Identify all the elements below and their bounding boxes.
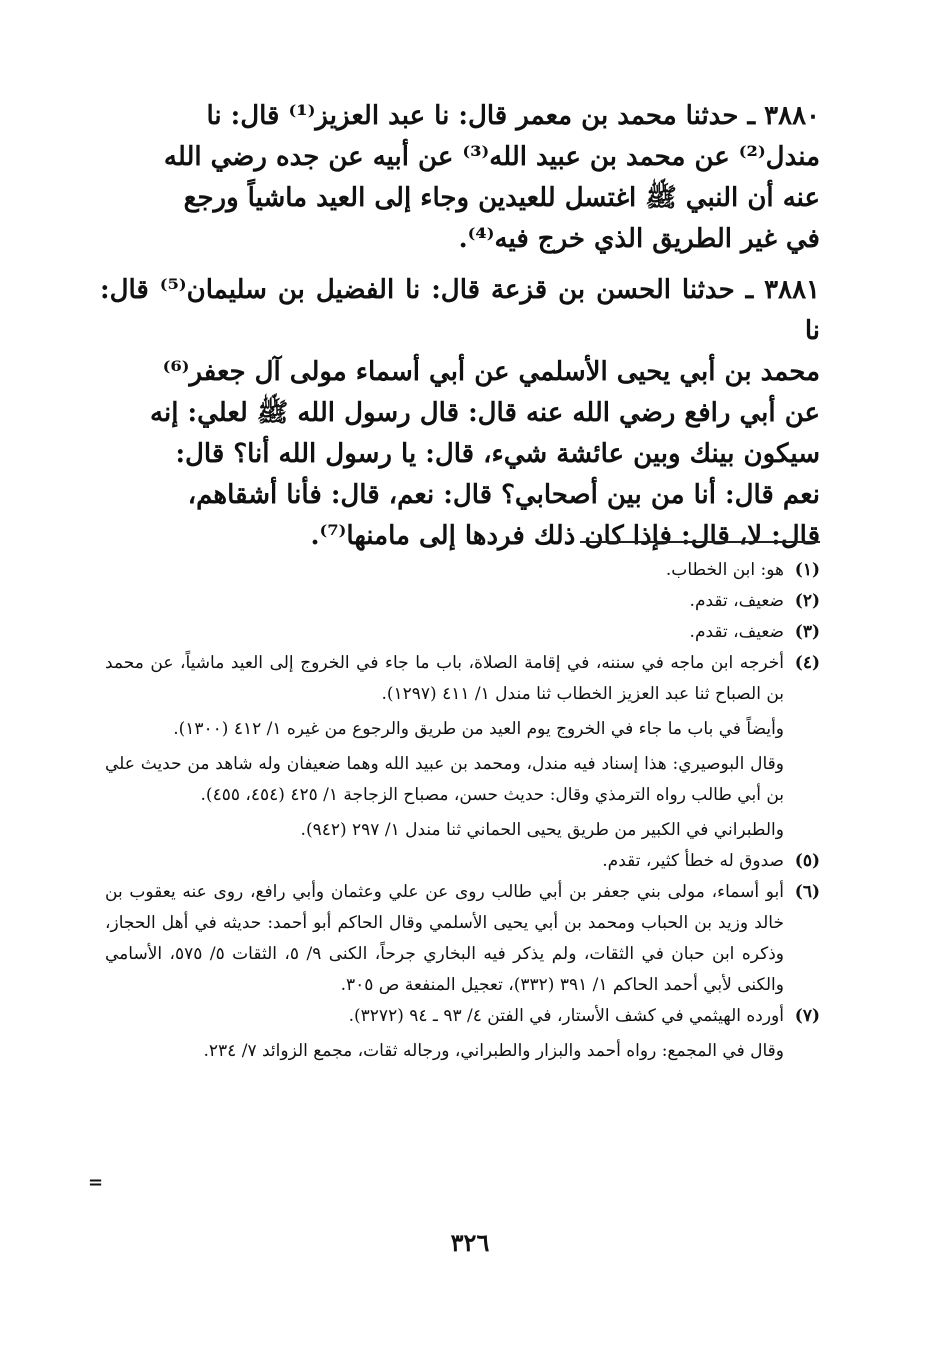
hadith-line: في غير الطريق الذي خرج فيه⁽⁴⁾.: [458, 224, 820, 254]
footnote-text: أبو أسماء، مولى بني جعفر بن أبي طالب روى عن علي وعثمان وأبي رافع، روى عنه يعقوب بن خالد وزيد بن الحباب ومحمد بن أبي يحيى الأسلمي وقال الحاكم أبو أحمد: حديثه في أهل الحجاز، وذكره ابن حبان في الثقات، ولم يذكر فيه البخاري جرحاً، الكنى ٩/ ٥، الثقات ٥/ ٥٧٥، الأسامي والكنى لأبي أحمد الحاكم ١/ ٣٩١ (٣٣٢)، تعجيل المنفعة ص ٣٠٥.: [105, 882, 784, 995]
footnote-text: أورده الهيثمي في كشف الأستار، في الفتن ٤/ ٩٣ ـ ٩٤ (٣٢٧٢).: [348, 1006, 784, 1026]
hadith-number: ٣٨٨١ ـ: [745, 275, 820, 305]
footnote-mark: (٥): [794, 851, 820, 871]
footnote-text: وقال البوصيري: هذا إسناد فيه مندل، ومحمد بن عبيد الله وهما ضعيفان وله شاهد من حديث علي بن أبي طالب رواه الترمذي وقال: حديث حسن، مصباح الزجاجة ١/ ٤٢٥ (٤٥٤، ٤٥٥).: [105, 754, 784, 805]
hadith-line: سيكون بينك وبين عائشة شيء، قال: يا رسول الله أنا؟ قال:: [175, 439, 820, 469]
page-number: ٣٢٦: [450, 1228, 490, 1257]
footnote-text: وقال في المجمع: رواه أحمد والبزار والطبراني، ورجاله ثقات، مجمع الزوائد ٧/ ٢٣٤.: [203, 1041, 784, 1061]
footnote-text: ضعيف، تقدم.: [689, 622, 784, 642]
footnote-mark: (٧): [794, 1006, 820, 1026]
hadith-line: ٣٨٨١ ـ حدثنا الحسن بن قزعة قال: نا الفضيل بن سليمان⁽⁵⁾ قال: نا: [100, 275, 820, 346]
footnote-separator: [580, 541, 820, 543]
footnote-1: [105, 555, 820, 586]
footnote-text: هو: ابن الخطاب.: [665, 560, 784, 580]
hadith-line: محمد بن أبي يحيى الأسلمي عن أبي أسماء مولى آل جعفر⁽⁶⁾: [162, 357, 820, 387]
footnote-2: [105, 586, 820, 617]
hadith-line: قال: لا، قال: فإذا كان ذلك فردها إلى مامنها⁽⁷⁾.: [310, 521, 820, 551]
hadith-line: عن أبي رافع رضي الله عنه قال: قال رسول الله ﷺ لعلي: إنه: [150, 398, 820, 428]
hadith-line: ٣٨٨٠ ـ حدثنا محمد بن معمر قال: نا عبد العزيز⁽¹⁾ قال: نا: [206, 101, 820, 131]
footnote-6: [105, 877, 820, 1001]
footnote-text: صدوق له خطأ كثير، تقدم.: [602, 851, 784, 871]
hadith-3880: [100, 96, 820, 260]
hadith-line: عنه أن النبي ﷺ اغتسل للعيدين وجاء إلى العيد ماشياً ورجع: [183, 183, 820, 213]
hadith-3881: [100, 270, 820, 557]
footnote-text: أخرجه ابن ماجه في سننه، في إقامة الصلاة، باب ما جاء في الخروج إلى العيد ماشياً، عن محمد بن الصباح ثنا عبد العزيز الخطاب ثنا مندل ١/ ٤١١ (١٢٩٧).: [105, 653, 784, 704]
hadith-line: نعم قال: أنا من بين أصحابي؟ قال: نعم، قال: فأنا أشقاهم،: [187, 480, 820, 510]
footnote-text: ضعيف، تقدم.: [689, 591, 784, 611]
footnote-mark: (١): [794, 560, 820, 580]
footnote-text: وأيضاً في باب ما جاء في الخروج يوم العيد من طريق والرجوع من غيره ١/ ٤١٢ (١٣٠٠).: [173, 719, 784, 739]
footnote-mark: (٢): [794, 591, 820, 611]
footnote-mark: (٤): [794, 653, 820, 673]
footnote-4: [105, 648, 820, 846]
footnote-text: والطبراني في الكبير من طريق يحيى الحماني ثنا مندل ١/ ٢٩٧ (٩٤٢).: [300, 820, 784, 840]
footnote-3: [105, 617, 820, 648]
continuation-mark: =: [88, 1172, 104, 1193]
footnote-7: [105, 1001, 820, 1067]
hadith-line: مندل⁽²⁾ عن محمد بن عبيد الله⁽³⁾ عن أبيه عن جده رضي الله: [163, 142, 820, 172]
footnotes: [105, 555, 820, 1067]
footnote-5: [105, 846, 820, 877]
footnote-mark: (٦): [794, 882, 820, 902]
footnote-mark: (٣): [794, 622, 820, 642]
hadith-number: ٣٨٨٠ ـ: [747, 101, 820, 131]
